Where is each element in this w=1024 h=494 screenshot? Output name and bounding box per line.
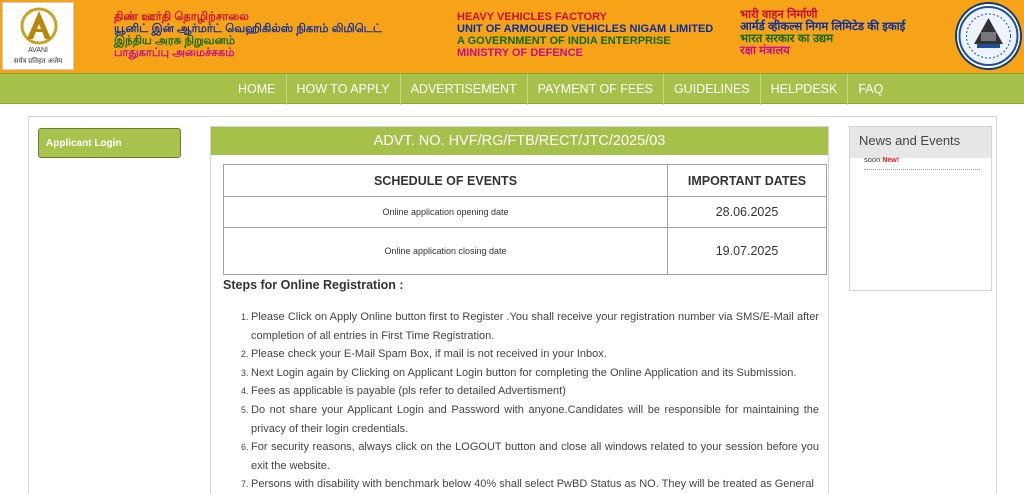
schedule-date: 19.07.2025 [668,228,827,275]
steps-heading: Steps for Online Registration : [223,278,404,292]
hindi-line-2: आर्मर्ड व्हीकल्स निगम लिमिटेड की इकाई [740,21,906,33]
english-line-2: UNIT OF ARMOURED VEHICLES NIGAM LIMITED [457,23,714,35]
main-nav [0,73,1024,104]
nav-faq[interactable]: FAQ [847,74,893,105]
english-line-4: MINISTRY OF DEFENCE [457,47,583,59]
nav-helpdesk[interactable]: HELPDESK [760,74,848,105]
schedule-header-dates: IMPORTANT DATES [668,165,827,197]
hindi-line-4: रक्षा मंत्रालय [740,45,790,57]
avnl-logo[interactable] [2,2,74,70]
schedule-event: Online application opening date [224,197,668,228]
steps-list [241,308,819,494]
list-item: 5. Do not share your Applicant Login and Password with anyone.Candidates will be responsible for maintaining the privacy of their login credentials. [251,401,819,438]
english-line-1: HEAVY VEHICLES FACTORY [457,11,607,23]
advertisement-title: ADVT. NO. HVF/RG/FTB/RECT/JTC/2025/03 [211,127,828,155]
news-item-text: soon [864,155,881,164]
english-title-block [457,11,713,59]
tamil-line-2: யூனிட் இன் ஆர்மர்ட் வெஹிகில்ஸ் நிகாம் லிமிடெட் [114,23,382,35]
table-row [224,228,827,275]
schedule-table [223,164,827,275]
tamil-line-4: பாதுகாப்பு அமைச்சகம் [114,47,235,59]
logo-caption: AVANI [28,47,48,54]
news-panel [849,126,992,291]
main-panel [210,126,829,494]
list-item: 6. For security reasons, always click on the LOGOUT button and close all windows related to your session before you exit the website. [251,438,819,475]
nav-guidelines[interactable]: GUIDELINES [663,74,760,105]
schedule-header-events: SCHEDULE OF EVENTS [224,165,668,197]
logo-motto: सर्वत्र प्रतिहत अजेय [13,58,63,65]
schedule-event: Online application closing date [224,228,668,275]
tamil-line-3: இந்திய அரசு நிறுவனம் [114,35,236,47]
hvf-logo[interactable] [955,2,1022,70]
new-badge: New! [882,157,900,164]
english-line-3: A GOVERNMENT OF INDIA ENTERPRISE [457,35,671,47]
news-item[interactable] [864,155,899,164]
tamil-title-block [114,11,382,59]
hindi-line-3: भारत सरकार का उद्यम [740,33,834,45]
list-item: 7. Persons with disability with benchmark below 40% shall select PwBD Status as NO. They will be treated as General [251,475,819,494]
hindi-line-1: भारी वाहन निर्माणी [740,9,818,21]
news-divider [864,169,980,170]
list-item: 1. Please Click on Apply Online button first to Register .You shall receive your registration number via SMS/E-Mail after completion of all entries in First Time Registration. [251,308,819,345]
nav-home[interactable]: HOME [238,82,276,96]
nav-advertisement[interactable]: ADVERTISEMENT [400,74,527,105]
news-title: News and Events [850,127,991,158]
list-item: 2. Please check your E-Mail Spam Box, if mail is not received in your Inbox. [251,345,819,364]
avnl-emblem-icon [17,7,61,45]
nav-how-to-apply[interactable]: HOW TO APPLY [286,74,400,105]
schedule-date: 28.06.2025 [668,197,827,228]
applicant-login-button[interactable]: Applicant Login [38,128,181,158]
table-row [224,197,827,228]
hindi-title-block [740,9,905,57]
tamil-line-1: திண் ஊர்தி தொழிற்சாலை [114,11,249,23]
hvf-emblem-icon [957,4,1020,68]
list-item: 4. Fees as applicable is payable (pls refer to detailed Advertisment) [251,382,819,401]
list-item: 3. Next Login again by Clicking on Applicant Login button for completing the Online Application and its Submission. [251,364,819,383]
site-header [0,0,1024,73]
nav-payment-of-fees[interactable]: PAYMENT OF FEES [527,74,663,105]
